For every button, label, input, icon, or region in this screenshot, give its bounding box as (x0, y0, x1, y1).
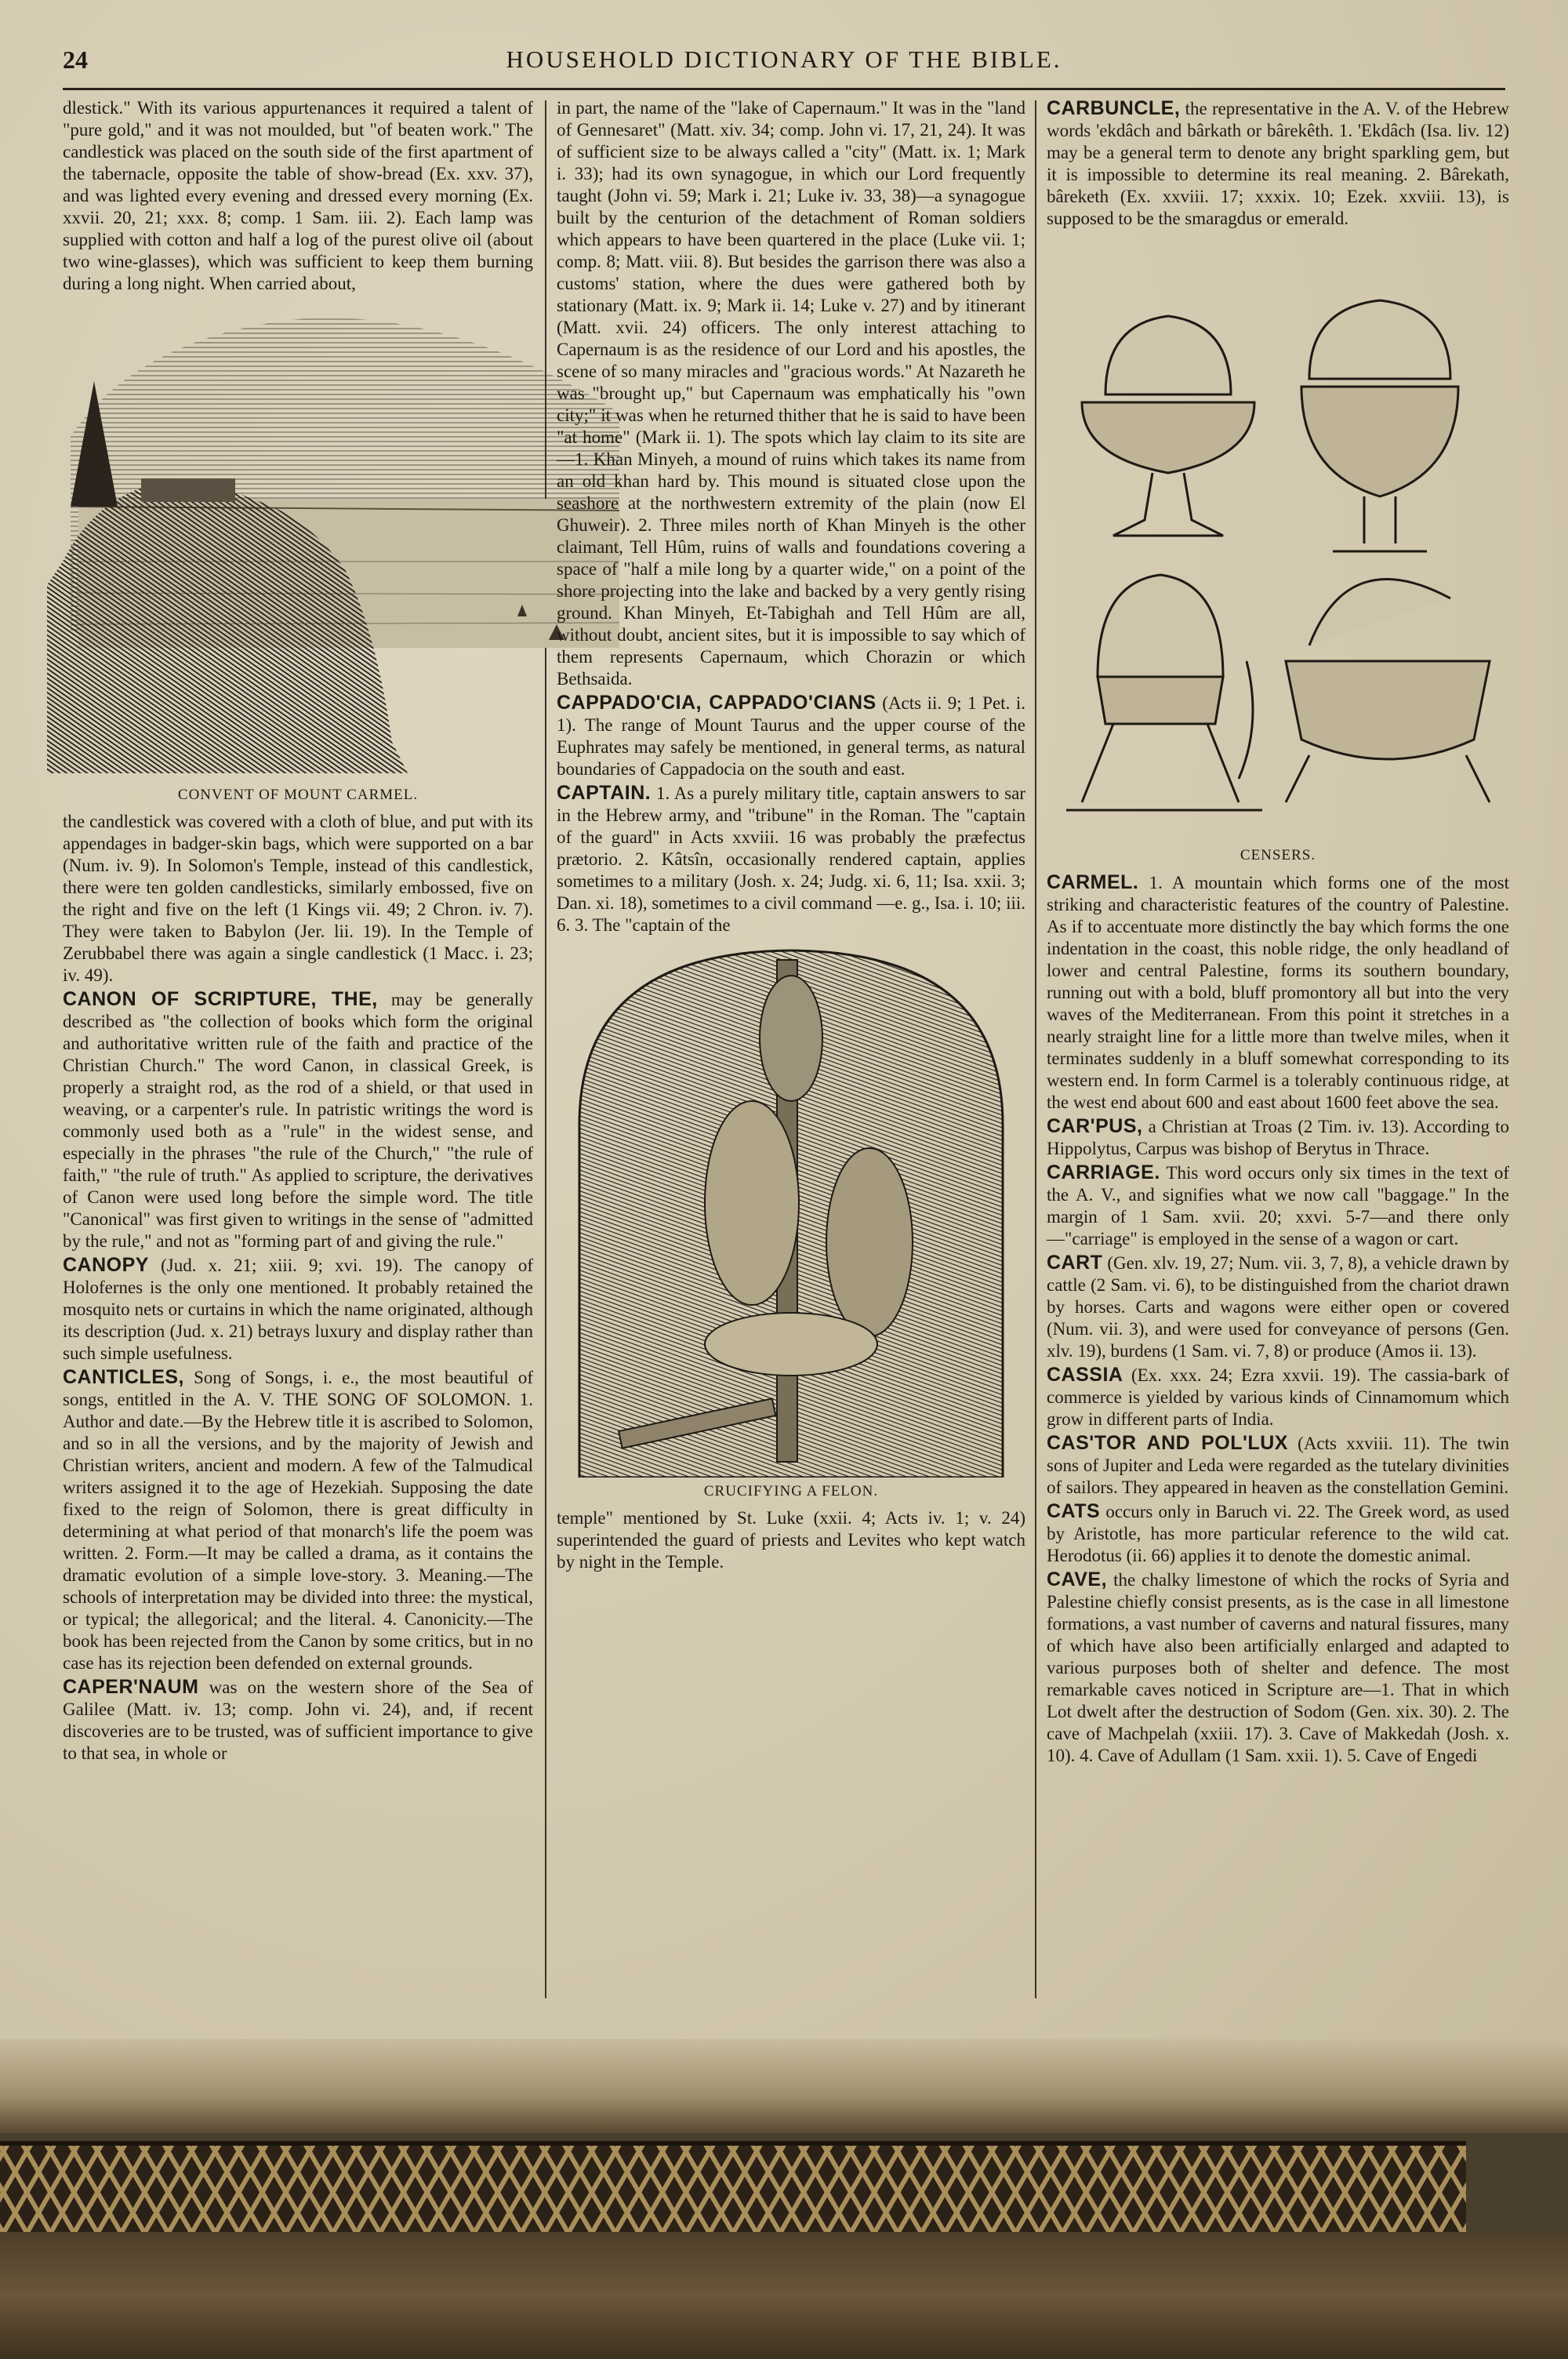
headword-carbuncle: CARBUNCLE, (1047, 97, 1181, 119)
entry-carmel (1047, 871, 1509, 1114)
censers-engraving (1051, 238, 1505, 841)
crucify-figure (557, 944, 1025, 1503)
definition-carriage: This word occurs only six times in the text of the A. V., and signifies what we now call "baggage." In the margin of 1 Sam. xvii. 20; xxvi. 5-7—and there only—"carriage" is employed in the sense of a wagon or cart. (1047, 1163, 1509, 1249)
entry-canticles (63, 1366, 533, 1674)
background-surface (0, 2232, 1568, 2359)
entry-cart (1047, 1252, 1509, 1362)
column-1 (63, 97, 533, 1766)
definition-canopy: (Jud. x. 21; xiii. 9; xvi. 19). The canopy of Holofernes is the only one mentioned. It probably retained the mosquito nets or curtains in which the name originated, although its description (Jud. x. 21) betrays luxury and display rather than such simple usefulness. (63, 1256, 533, 1363)
page-edge-shadow (0, 2039, 1568, 2133)
headword-carriage: CARRIAGE. (1047, 1161, 1160, 1183)
censers-caption: CENSERS. (1240, 847, 1316, 863)
captain-text-cont: temple" mentioned by St. Luke (xxii. 4; Acts iv. 1; v. 24) superintended the guard of priests and Levites who kept watch by night in the Temple. (557, 1508, 1025, 1572)
headword-cave: CAVE, (1047, 1568, 1108, 1590)
definition-cats: occurs only in Baruch vi. 22. The Greek word, as used by Aristotle, has more particular reference to the wild cat. Herodotus (ii. 66) applies it to denote the domestic animal. (1047, 1502, 1510, 1565)
headword-cappadocia: CAPPADO'CIA, CAPPADO'CIANS (557, 692, 877, 714)
column-divider (1035, 100, 1036, 1998)
headword-canopy: CANOPY (63, 1254, 149, 1276)
entry-cats (1047, 1500, 1509, 1567)
headword-cats: CATS (1047, 1500, 1101, 1522)
column-3 (1047, 97, 1509, 1768)
headword-captain: CAPTAIN. (557, 782, 652, 804)
headword-canon: CANON OF SCRIPTURE, THE, (63, 988, 378, 1010)
header-rule (63, 88, 1505, 90)
headword-canticles: CANTICLES, (63, 1366, 184, 1388)
entry-canon (63, 988, 533, 1252)
page-header (63, 45, 1505, 85)
definition-carmel: 1. A mountain which forms one of the most striking and characteristic features of the country of Palestine. As if to accentuate more distinctly the bay which forms the one indentation in the coast, this noble ridge, the only headland of lower and central Palestine, forms its southern boundary, running out with a bold, bluff promontory all but into the very waves of the Mediterranean. From this point it stretches in a nearly straight line for a little more than twelve miles, when it terminates suddenly in a bluff somewhat corresponding to its western end. In form Carmel is a tolerably continuous ridge, at the west end about 600 and east about 1600 feet above the sea. (1047, 873, 1510, 1112)
column-2 (557, 97, 1025, 1575)
crucify-engraving (572, 944, 1011, 1478)
carmel-engraving (47, 303, 619, 781)
headword-cassia: CASSIA (1047, 1364, 1123, 1386)
definition-cappadocia: (Acts ii. 9; 1 Pet. i. 1). The range of Mount Taurus and the upper course of the Euphrates may safely be mentioned, in general terms, as natural boundaries of Cappadocia on the south and east. (557, 693, 1026, 779)
definition-capernaum: was on the western shore of the Sea of Galilee (Matt. iv. 13; comp. John vi. 24), and, if recent discoveries are to be trusted, was of sufficient importance to give to that sea, in whole or (63, 1677, 534, 1763)
entry-carpus (1047, 1115, 1509, 1160)
definition-cassia: (Ex. xxx. 24; Ezra xxvii. 19). The cassia-bark of commerce is yielded by various kinds of Cinnamomum which grow in different parts of India. (1047, 1365, 1510, 1429)
entry-carbuncle (1047, 97, 1509, 230)
definition-castor: (Acts xxviii. 11). The twin sons of Jupiter and Leda were regarded as the tutelary divinities of sailors. They appeared in heaven as the constellation Gemini. (1047, 1434, 1510, 1497)
definition-cart: (Gen. xlv. 19, 27; Num. vii. 3, 7, 8), a vehicle drawn by cattle (2 Sam. vi. 6), to be distinguished from the chariot drawn by horses. Carts and wagons were either open or covered (Num. vii. 3), and were used for conveyance of persons (Gen. xlv. 19), burdens (1 Sam. vi. 7, 8) or produce (Amos ii. 13). (1047, 1253, 1509, 1361)
candlestick-text: dlestick." With its various appurtenances it required a talent of "pure gold," and it was not moulded, but "of beaten work." The candlestick was placed on the south side of the first apartment of the tabernacle, opposite the table of show-bread (Ex. xxv. 37), and was lighted every evening and dressed every morning (Ex. xxvii. 20, 21; xxx. 8; comp. 1 Sam. iii. 2). Each lamp was supplied with cotton and half a log of the purest olive oil (about two wine-glasses), which was sufficient to keep them burning during a long night. When carried about, (63, 98, 533, 293)
crucify-caption: CRUCIFYING A FELON. (703, 1483, 879, 1499)
entry-canopy (63, 1254, 533, 1365)
carmel-figure (63, 303, 533, 806)
headword-carpus: CAR'PUS, (1047, 1115, 1143, 1137)
decorative-border-band (0, 2141, 1466, 2237)
carmel-caption: CONVENT OF MOUNT CARMEL. (177, 787, 419, 803)
candlestick-text-cont: the candlestick was covered with a cloth of blue, and put with its appendages in badger-skin bags, which were supported on a bar (Num. iv. 9). In Solomon's Temple, instead of this candlestick, there were ten golden candlesticks, similarly embossed, five on the right and five on the left (1 Kings vii. 49; 2 Chron. iv. 7). They were taken to Babylon (Jer. lii. 19). In the Temple of Zerubbabel there was again a single candlestick (1 Macc. i. 23; iv. 49). (63, 812, 533, 985)
censers-figure (1047, 238, 1509, 867)
entry-captain (557, 782, 1025, 936)
entry-castor (1047, 1432, 1509, 1499)
entry-carriage (1047, 1161, 1509, 1250)
headword-castor: CAS'TOR AND POL'LUX (1047, 1432, 1288, 1454)
definition-captain: 1. As a purely military title, captain answers to sar in the Hebrew army, and "tribune" in the Roman. The "captain of the guard" in Acts xxviii. 16 was probably the præfectus prætorio. 2. Kâtsîn, occasionally rendered captain, applies sometimes to a military (Josh. x. 24; Judg. xi. 6, 11; Isa. xxii. 3; Dan. xi. 18), sometimes to a civil command —e. g., Isa. i. 10; iii. 6. 3. The "captain of the (557, 783, 1026, 935)
headword-capernaum: CAPER'NAUM (63, 1676, 199, 1698)
definition-cave: the chalky limestone of which the rocks of Syria and Palestine chiefly consist presents, as is the case in all limestone formations, a vast number of caverns and natural fissures, many of which have also been artificially enlarged and adapted to various purposes both of shelter and defence. The most remarkable caves noticed in Scripture are—1. That in which Lot dwelt after the destruction of Sodom (Gen. xix. 30). 2. The cave of Machpelah (xxiii. 17). 3. Cave of Makkedah (Josh. x. 10). 4. Cave of Adullam (1 Sam. xxii. 1). 5. Cave of Engedi (1047, 1570, 1509, 1765)
page-number: 24 (63, 45, 88, 74)
definition-canon: may be generally described as "the collection of books which form the original and authoritative written rule of the faith and practice of the Christian Church." The word Canon, in classical Greek, is properly a straight rod, as the rod of a shield, or that used in weaving, or a carpenter's rule. In patristic writings the word is commonly used both as a "rule" in the widest sense, and especially in the phrases "the rule of the Church," "the rule of faith," "the rule of truth." As applied to scripture, the derivatives of Canon were used long before the simple word. The title "Canonical" was first given to writings in the sense of "admitted by the rule," and not as "forming part of and giving the rule." (63, 990, 533, 1251)
definition-carbuncle: the representative in the A. V. of the Hebrew words 'ekdâch and bârkath or bârekêth. 1. 'Ekdâch (Isa. liv. 12) may be a general term to denote any bright sparkling gem, but it is impossible to determine its real meaning. 2. Bârekath, bâreketh (Ex. xxviii. 17; xxxix. 10; Ezek. xxviii. 13), is supposed to be the smaragdus or emerald. (1047, 99, 1509, 228)
capernaum-text-cont: in part, the name of the "lake of Capernaum." It was in the "land of Gennesaret" (Matt. xiv. 34; comp. John vi. 17, 21, 24). It was of sufficient size to be always called a "city" (Matt. ix. 1; Mark i. 33); had its own synagogue, in which our Lord frequently taught (John vi. 59; Mark i. 21; Luke iv. 33, 38)—a synagogue built by the centurion of the detachment of Roman soldiers which appears to have been quartered in the place (Luke vii. 1; comp. 8; Matt. viii. 8). But besides the garrison there was also a customs' station, where the dues were gathered both by stationary (Matt. ix. 9; Mark ii. 14; Luke v. 27) and by itinerant (Matt. xvii. 24) officers. The only interest attaching to Capernaum is as the residence of our Lord and his apostles, the scene of so many miracles and "gracious words." At Nazareth he was "brought up," but Capernaum was emphatically his "own city;" it was when he returned thither that he is said to have been "at home" (Mark ii. 1). The spots which lay claim to its site are—1. Khan Minyeh, a mound of ruins which takes its name from an old khan hard by. This mound is situated close upon the seashore at the northwestern extremity of the plain (now El Ghuweir). 2. Three miles north of Khan Minyeh is the other claimant, Tell Hûm, ruins of walls and foundations covering a space of "half a mile long by a quarter wide," on a point of the shore projecting into the lake and backed by a very gently rising ground. Khan Minyeh, Et-Tabighah and Tell Hûm are all, without doubt, ancient sites, but it is impossible to say which of them represents Capernaum, which Chorazin or which Bethsaida. (557, 98, 1025, 689)
entry-cassia (1047, 1364, 1509, 1430)
definition-canticles: Song of Songs, i. e., the most beautiful of songs, entitled in the A. V. THE SONG OF SOLOMON. 1. Author and date.—By the Hebrew title it is ascribed to Solomon, and so in all the versions, and by the majority of Jewish and Christian writers, ancient and modern. A few of the Talmudical writers assigned it to the age of Hezekiah. Supposing the date fixed to the reign of Solomon, there is great difficulty in determining at what period of that monarch's life the poem was written. 2. Form.—It may be called a drama, as it contains the dramatic evolution of a simple love-story. 3. Meaning.—The schools of interpretation may be divided into three: the mystical, or typical; the allegorical; and the literal. 4. Canonicity.—The book has been rejected from the Canon by some critics, but in no case has its rejection been defended on external grounds. (63, 1368, 533, 1673)
entry-cappadocia (557, 692, 1025, 780)
entry-capernaum (63, 1676, 533, 1765)
definition-carpus: a Christian at Troas (2 Tim. iv. 13). According to Hippolytus, Carpus was bishop of Berytus in Thrace. (1047, 1117, 1509, 1158)
headword-cart: CART (1047, 1252, 1103, 1274)
headword-carmel: CARMEL. (1047, 871, 1139, 893)
running-title: HOUSEHOLD DICTIONARY OF THE BIBLE. (506, 45, 1062, 73)
entry-cave (1047, 1568, 1509, 1767)
